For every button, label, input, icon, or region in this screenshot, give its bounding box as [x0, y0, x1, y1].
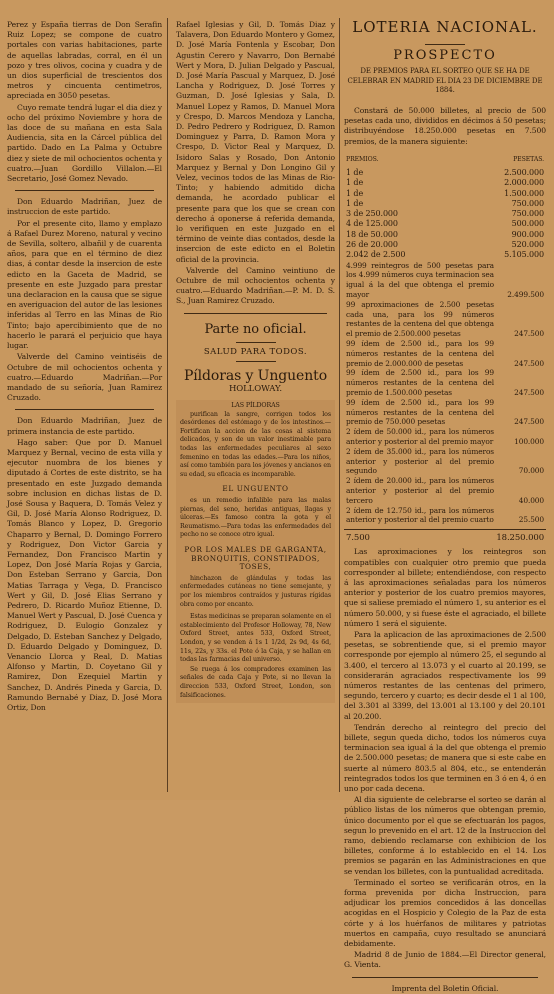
prize-row — [344, 230, 546, 240]
prize-table — [344, 168, 546, 261]
prize-extra-row — [344, 339, 546, 368]
auction-edict-end: Perez y España tierras de Don Serafin Ruiz Lopez; se compone de cuatro portales con varias habitaciones, parte de aquellas labradas, corral, en él un pozo y tres olivos, cocina y cuadra y de un dios superficial de trescientos dos metros y cincuenta centimetros, apreciada en 3050 pesetas. — [7, 20, 162, 101]
column-rule-1 — [167, 18, 168, 792]
prize-amount: 750.000 — [511, 198, 544, 208]
imprint: Imprenta del Boletin Oficial. — [391, 983, 499, 993]
prize-label: 1 de — [346, 178, 364, 188]
divider — [15, 190, 154, 191]
prize-row — [344, 199, 546, 209]
prize-label: 1 de — [346, 198, 364, 208]
prize-row — [344, 168, 546, 178]
notes-text-3: Tendrán derecho al reintegro del precio del billete, segun queda dicho, todos los números cuya terminacion sea igual á la del que obtenga el premio de 2.500.000 pesetas; de manera que si este cabe en suerte al número 803.5 al 804, etc., se entenderán reintegrados todos los que terminen en 3 ó en 4, ó en uno por cada decena. — [344, 722, 546, 793]
prize-extra-label: 4.999 reintegros de 500 pesetas para los 4.999 números cuya terminacion sea igual á la del que obtenga el premio mayor — [346, 260, 494, 299]
prize-label: 4 de 125.000 — [346, 219, 398, 229]
section-title: Parte no oficial. — [204, 321, 307, 337]
ad-brand-name: HOLLOWAY. — [228, 383, 283, 394]
prize-extra-amount: 100.000 — [514, 436, 544, 446]
ad-brand: Píldoras y Unguento — [183, 367, 328, 384]
ointment-text: es un remedio infalible para las malas piernas, del seno, heridas antiguas, llagas y úlceras.—Es famoso contra la gota y el Reumatismo.—Para todas las enfermedades del pecho no se conoce otro igual. — [180, 497, 331, 539]
prize-amount: 5.105.000 — [504, 250, 544, 260]
prize-label: 18 de 50.000 — [346, 229, 398, 239]
prize-label: 1 de — [346, 167, 364, 177]
prize-extra-row — [344, 261, 546, 300]
prize-extra-amount: 247.500 — [514, 417, 544, 427]
column-1 — [7, 20, 162, 714]
prize-extra-row — [344, 427, 546, 447]
prize-amount: 2.500.000 — [504, 167, 544, 177]
divider — [15, 409, 154, 410]
auction-date-text: Cuyo remate tendrá lugar el dia diez y ocho del próximo Noviembre y hora de las doce de su mañana en esta Sala Audiencia, sita en la Cárcel pública del partido. Dado en La Palma y Octubre diez y siete de mil ochocientos ochenta y cuatro.—Juan Gordillo Villalon.—El Secretario, José Gomez Nevado. — [7, 102, 162, 184]
claim-text-continued: Rafael Iglesias y Gil, D. Tomás Diaz y Talavera, Don Eduardo Montero y Gomez, D. José María Fontenla y Escobar, Don Agustin Cerero y Navarro, Don Bernabé Wert y Mora, D. Julian Delgado y Pascual, D. José María Pascual y Marquez, D. José Lancha y Rodriguez, D. José Torres y Guzman, D. José Iglesias y Sala, D. Manuel Lopez y Ramos, D. Manuel Mora y Crespo, D. Marcos Mendoza y Lancha, D. Pedro Pedrero y Rodriguez, D. Ramon Dominguez y Parra, D. Ramon Mora y Crespo, D. Victor Real y Marquez, D. Isidoro Salas y Rosado, Don Antonio Marquez y Bernal y Don Longino Gil y Velez, vecinos todos de las Minas de Rio-Tinto; y habiendo admitido dicha demanda, he acordado publicar el presente para que los que se crean con derecho á oponerse á referida demanda, lo verifiquen en este Juzgado en el término de veinte dias contados, desde la insercion de este edicto en el Boletin oficial de la provincia. — [176, 20, 335, 264]
prize-table-header — [344, 155, 546, 165]
prize-extra-amount: 25.500 — [518, 515, 544, 525]
prize-total-row — [344, 529, 546, 543]
claim-text: Hago saber: Que por D. Manuel Marquez y Bernal, vecino de esta villa y ejecutor nuombra de los bienes y diputado á Cortes de este distrito, se ha presentado en este Juzgado demanda sobre inclusion en dichas listas de D. José Sousa y Baquera, D. Tomás Velez y Gil, D. José María Alonso Rodriguez, D. Tomás Blanco y Lopez, D. Gregorio Chaparro y Bernal, D. Domingo Forrero y Rodriguez, Don Victor Garcia y Fernandez, Don Francisco Martin y Lopez, Don José María Rojas y Garcia, Don Esteban Serrano y Garcia, Don Matias Tarraga y Vega, D. Francisco Wert y Gil, D. José Elias Serrano y Pedrero, D. Ricardo Muñoz Etienne, D. Manuel Wert y Pascual, D. José Cuenca y Rodriguez, D. Eulogio Gonzalez y Delgado, D. Esteban Sanchez y Delgado, D. Eduardo Delgado y Dominguez, D. Venancio Llorca y Real, D. Matias Alfonso y Martin, D. Coyetano Gil y Ramirez, Don Ezequiel Martin y Sanchez, D. Andrés Pineda y Garcia, D. Ramundo Bernabé y Diaz, D. José Mora Ortiz, Don — [7, 437, 162, 712]
prize-extra-row — [344, 506, 546, 526]
prize-amount: 520.000 — [511, 240, 544, 249]
prize-extra-row — [344, 368, 546, 397]
prize-label: 26 de 20.000 — [346, 240, 398, 249]
prize-amount: 900.000 — [511, 229, 544, 239]
prize-extra-amount: 247.500 — [514, 387, 544, 397]
total-pesetas: 18.250.000 — [496, 533, 544, 544]
ad-tagline: SALUD PARA TODOS. — [203, 346, 308, 357]
prize-label: 1 de — [346, 188, 364, 198]
signature: Madrid 8 de Junio de 1884.—El Director general, G. Vienta. — [344, 950, 546, 970]
prize-extra-amount: 70.000 — [518, 466, 544, 476]
prize-row — [344, 250, 546, 260]
prize-label: 2.042 de 2.500 — [346, 250, 406, 260]
total-prizes: 7.500 — [346, 533, 370, 544]
prize-extra-amount: 2.499.500 — [507, 289, 544, 299]
notes-text: Las aproximaciones y los reintegros son compatibles con cualquier otro premio que pueda corresponder al billete; entendiéndose, con respecto á las aproximaciones señaladas para los números anterior y posterior de los cuatro premios mayores, que si saliese premiado el número 1, su anterior es el número 50.000, y si fuese éste el agraciado, el billete número 1 será el siguiente. — [344, 547, 546, 628]
judge-heading-2: Don Eduardo Madriñan, Juez de primera instancia de este partido. — [7, 416, 162, 436]
prize-amount: 1.500.000 — [504, 188, 544, 198]
divider-short — [425, 44, 465, 45]
warning-text: Se ruega á los compradores examinen las señales de cada Caja y Pote, si no llevan la direccion 533, Oxford Street, London, son falsificaciones. — [180, 665, 331, 699]
prize-extra-row — [344, 300, 546, 339]
prize-extra-amount: 247.500 — [514, 329, 544, 339]
pills-heading: LAS PÍLDORAS — [231, 402, 280, 410]
prize-table-extra — [344, 261, 546, 526]
ointment-heading: EL UNGUENTO — [222, 484, 289, 494]
throat-text: hinchazon de glándulas y todas las enfermedades cutáneas no tiene semejante, y por los miembros contraídos y justuras rígidas obra como por encanto. — [180, 574, 331, 608]
prize-extra-label: 99 ídem de 2.500 id., para los 99 números restantes de la centena del premio de 750.000 pesetas — [346, 397, 494, 427]
prospectus-intro: Constará de 50.000 billetes, al precio de 500 pesetas cada uno, divididos en décimos á 50 pesetas; distribuyéndose 18.250.000 pesetas en 7.500 premios, de la manera siguiente: — [344, 105, 546, 146]
prize-row — [344, 209, 546, 219]
throat-heading: POR LOS MALES DE GARGANTA, BRONQUITIS, CONSTIPADOS, TOSES, — [184, 545, 327, 572]
prize-row — [344, 189, 546, 199]
prize-label: 3 de 250.000 — [346, 209, 398, 219]
divider — [184, 313, 327, 314]
prize-extra-label: 99 aproximaciones de 2.500 pesetas cada una, para los 99 números restantes de la centena del que obtenga el premio de 2.500.000 pesetas — [346, 299, 494, 339]
summons-signature: Valverde del Camino veintiséis de Octubre de mil ochocientos ochenta y cuatro.—Eduardo Madriñan.—Por mandado de su señoría, Juan Ramirez Cruzado. — [7, 352, 162, 403]
prize-extra-amount: 40.000 — [518, 495, 544, 505]
notes-text-4: Al dia siguiente de celebrarse el sorteo se darán al público listas de los números que obtengan premio, único documento por el que se efectuarán los pagos, segun lo prevenido en el art. 12 de la Instruccion del ramo, debiendo reclamarse con exhibicion de los billetes, conforme á lo establecido en el 14. Los premios se pagarán en las Administraciones en que se vendan los billetes, con la puntualidad acreditada. — [344, 795, 546, 876]
prize-extra-label: 99 ídem de 2.500 id., para los 99 números restantes de la centena del premio de 1.500.000 pesetas — [346, 368, 494, 397]
prize-extra-row — [344, 476, 546, 505]
prize-amount: 2.000.000 — [504, 178, 544, 188]
prize-extra-amount: 247.500 — [514, 358, 544, 368]
pesetas-column-header: PESETAS. — [513, 155, 544, 163]
prize-extra-label: 2 ídem de 20.000 id., para los números anterior y posterior al del premio tercero — [346, 476, 494, 505]
column-2 — [176, 20, 335, 703]
prize-extra-row — [344, 447, 546, 476]
prize-extra-label: 2 ídem de 35.000 id., para los números anterior y posterior al del premio segundo — [346, 446, 494, 476]
column-rule-2 — [339, 18, 340, 792]
prize-row — [344, 219, 546, 229]
prizes-column-header: PREMIOS. — [346, 155, 379, 163]
notes-text-2: Para la aplicacion de las aproximaciones de 2.500 pesetas, se sobrentiende que, si el premio mayor corresponde por ejemplo al número 25, el segundo al 3.400, el tercero al 13.073 y el cuarto al 20.199, se considerarán agraciados respectivamente los 99 números restantes de las centenas del primero, segundo, tercero y cuarto; es decir desde el 1 al 100, del 3.301 al 3399, del 13.001 al 13.100 y del 20.101 al 20.200. — [344, 629, 546, 721]
prize-row — [344, 240, 546, 250]
column-3 — [344, 20, 546, 994]
prize-extra-row — [344, 398, 546, 427]
prize-extra-label: 2 ídem de 50.000 id., para los números anterior y posterior al del premio mayor — [346, 427, 494, 446]
sale-text: Estas medicinas se preparan solamente en el establecimiento del Profesor Holloway, 78, New Oxford Street, antes 533, Oxford Street, London, y se venden á 1s 1 1/2d, 2s 9d, 4s 6d, 11s, 22s, y 33s. el Pote ó la Caja, y se hallan en todas las farmacias del universo. — [180, 613, 331, 664]
pills-text: purifican la sangre, corrigen todos los desórdenes del estómago y de los intestinos.—Fortifican la accion de las cosas al sistema delicados, y son de un valor inestimable para todas las enfermedades peculiares al sexo femenino en todas las edades.—Para los niños, así como también para los jóvenes y ancianos en su edad, su eficacia es incomparable. — [180, 410, 331, 478]
summons-text: Por el presente cito, llamo y emplazo á Rafael Durez Moreno, natural y vecino de Sevilla, soltero, albañil y de cuarenta años, para que en el término de diez dias, á contar desde la insercion de este edicto en la Gaceta de Madrid, se presente en este Juzgado para prestar una declaracion en la causa que se sigue en averiguacion del autor de las lesiones inferidas al Terro en las Minas de Rio Tinto; bajo apercibimiento que de no hacerlo le parará el perjuicio que haya lugar. — [7, 218, 162, 351]
prospectus-title: PROSPECTO — [393, 48, 497, 64]
judge-heading: Don Eduardo Madriñan, Juez de instruccion de este partido. — [7, 197, 162, 217]
prize-amount: 750.000 — [511, 209, 544, 219]
lottery-title: LOTERIA NACIONAL. — [352, 18, 538, 36]
prize-extra-label: 99 ídem de 2.500 id., para los 99 números restantes de la centena del premio de 2.000.000 de pesetas — [346, 338, 494, 368]
notes-text-5: Terminado el sorteo se verificarán otros, en la forma prevenida por dicha Instruccion, para adjudicar los premios concedidos á las doncellas acogidas en el Hospicio y Colegio de la Paz de esta córte y á los huérfanos de militares y patriotas muertos en campaña, cuyo resultado se anunciará debidamente. — [344, 877, 546, 949]
prize-row — [344, 178, 546, 188]
holloway-ad — [176, 400, 335, 703]
divider-short — [236, 342, 276, 343]
claim-signature: Valverde del Camino veintiuno de Octubre de mil ochocientos ochenta y cuatro.—Eduardo Madriñan.—P. M. D. S. S., Juan Ramirez Cruzado. — [176, 265, 335, 306]
prospectus-description: DE PREMIOS PARA EL SORTEO QUE SE HA DE CELEBRAR EN MADRID EL DIA 23 DE DICIEMBRE DE 1884. — [347, 67, 543, 95]
divider — [352, 977, 538, 978]
prize-extra-label: 2 ídem de 12.750 id., para los números anterior y posterior al del premio cuarto — [346, 505, 494, 525]
divider-short — [236, 361, 276, 362]
prize-amount: 500.000 — [511, 219, 544, 229]
